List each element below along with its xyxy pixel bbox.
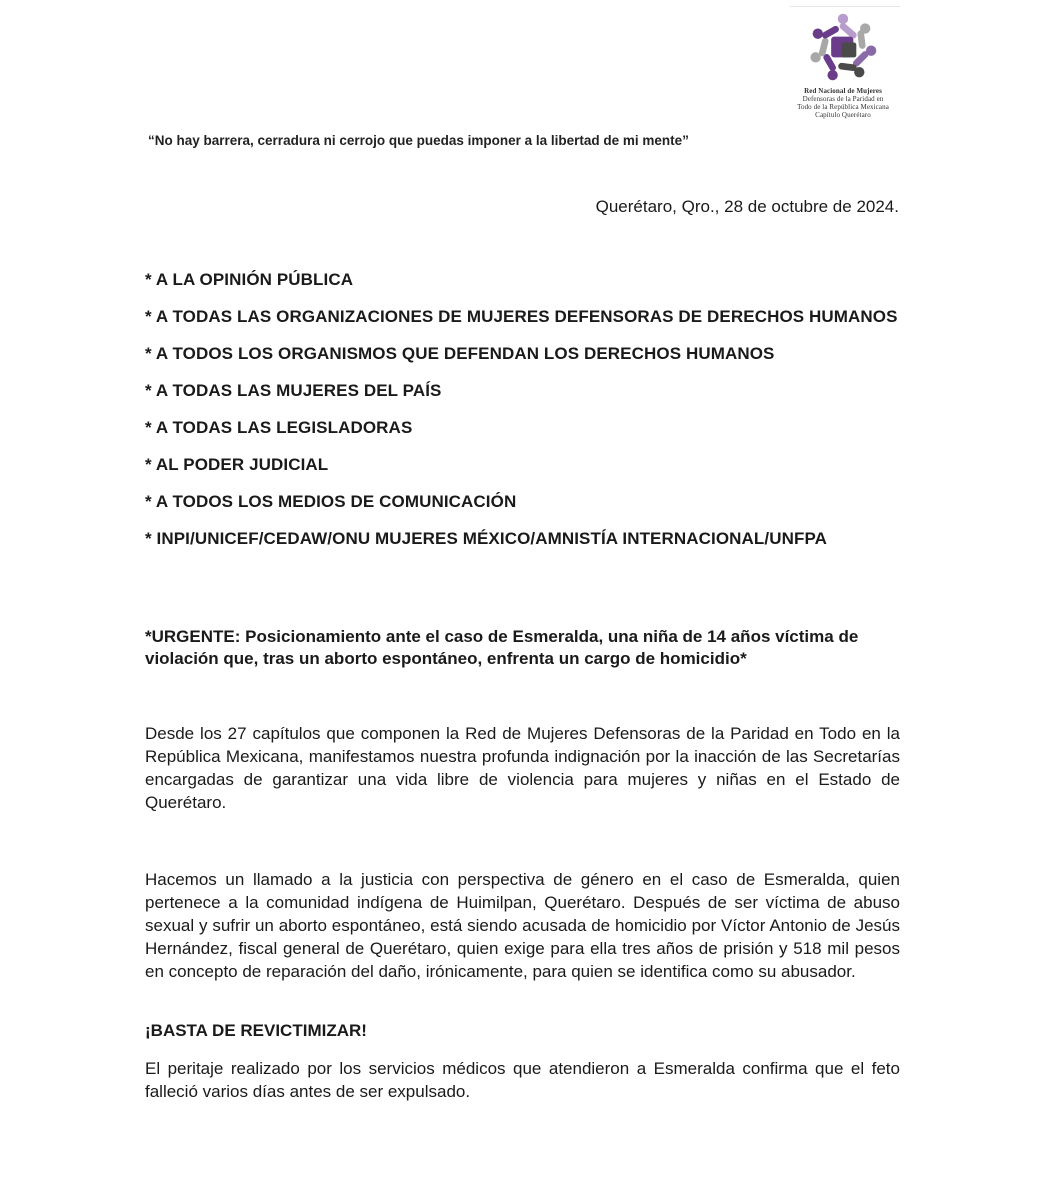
body-paragraph: Desde los 27 capítulos que componen la Red de Mujeres Defensoras de la Paridad en Todo en la República Mexicana, manifestamos nuestra profunda indignación por la inacción de las Secretarías encargadas de garantizar una vida libre de violencia para mujeres y niñas en el Estado de Querétaro. bbox=[145, 724, 900, 812]
addressee-list bbox=[145, 269, 899, 550]
addressee-item: * A TODAS LAS LEGISLADORAS bbox=[145, 418, 413, 437]
logo-caption-line: Red Nacional de Mujeres bbox=[804, 87, 882, 95]
body-paragraph: El peritaje realizado por los servicios médicos que atendieron a Esmeralda confirma que el feto falleció varios días antes de ser expulsado. bbox=[145, 1059, 900, 1101]
addressee-item: * A TODAS LAS ORGANIZACIONES DE MUJERES DEFENSORAS DE DERECHOS HUMANOS bbox=[145, 307, 898, 326]
basta-heading: ¡BASTA DE REVICTIMIZAR! bbox=[145, 1021, 367, 1040]
urgent-heading: *URGENTE: Posicionamiento ante el caso de Esmeralda, una niña de 14 años víctima de violación que, tras un aborto espontáneo, enfrenta un cargo de homicidio* bbox=[145, 627, 859, 668]
addressee-item: * AL PODER JUDICIAL bbox=[145, 455, 329, 474]
header-quote: “No hay barrera, cerradura ni cerrojo que puedas imponer a la libertad de mi mente” bbox=[148, 133, 689, 148]
women-circle-logo-icon bbox=[806, 10, 880, 84]
header-rule bbox=[790, 6, 900, 7]
addressee-item: * INPI/UNICEF/CEDAW/ONU MUJERES MÉXICO/AMNISTÍA INTERNACIONAL/UNFPA bbox=[145, 529, 828, 548]
organization-logo bbox=[778, 10, 908, 119]
addressee-item: * A TODOS LOS MEDIOS DE COMUNICACIÓN bbox=[145, 492, 517, 511]
body-paragraph: Hacemos un llamado a la justicia con perspectiva de género en el caso de Esmeralda, quien pertenece a la comunidad indígena de Huimilpan, Querétaro. Después de ser víctima de abuso sexual y sufrir un aborto espontáneo, está siendo acusada de homicidio por Víctor Antonio de Jesús Hernández, fiscal general de Querétaro, quien exige para ella tres años de prisión y 518 mil pesos en concepto de reparación del daño, irónicamente, para quien se identifica como su abusador. bbox=[145, 870, 900, 981]
addressee-item: * A TODAS LAS MUJERES DEL PAÍS bbox=[145, 381, 442, 400]
addressee-item: * A TODOS LOS ORGANISMOS QUE DEFENDAN LOS DERECHOS HUMANOS bbox=[145, 344, 775, 363]
logo-caption-line: Defensoras de la Paridad en bbox=[802, 95, 884, 103]
logo-caption-line: Capítulo Querétaro bbox=[815, 111, 871, 119]
addressee-item: * A LA OPINIÓN PÚBLICA bbox=[145, 270, 354, 289]
place-and-date: Querétaro, Qro., 28 de octubre de 2024. bbox=[595, 197, 899, 216]
logo-caption-line: Todo de la República Mexicana bbox=[797, 103, 889, 111]
logo-caption bbox=[778, 87, 908, 119]
